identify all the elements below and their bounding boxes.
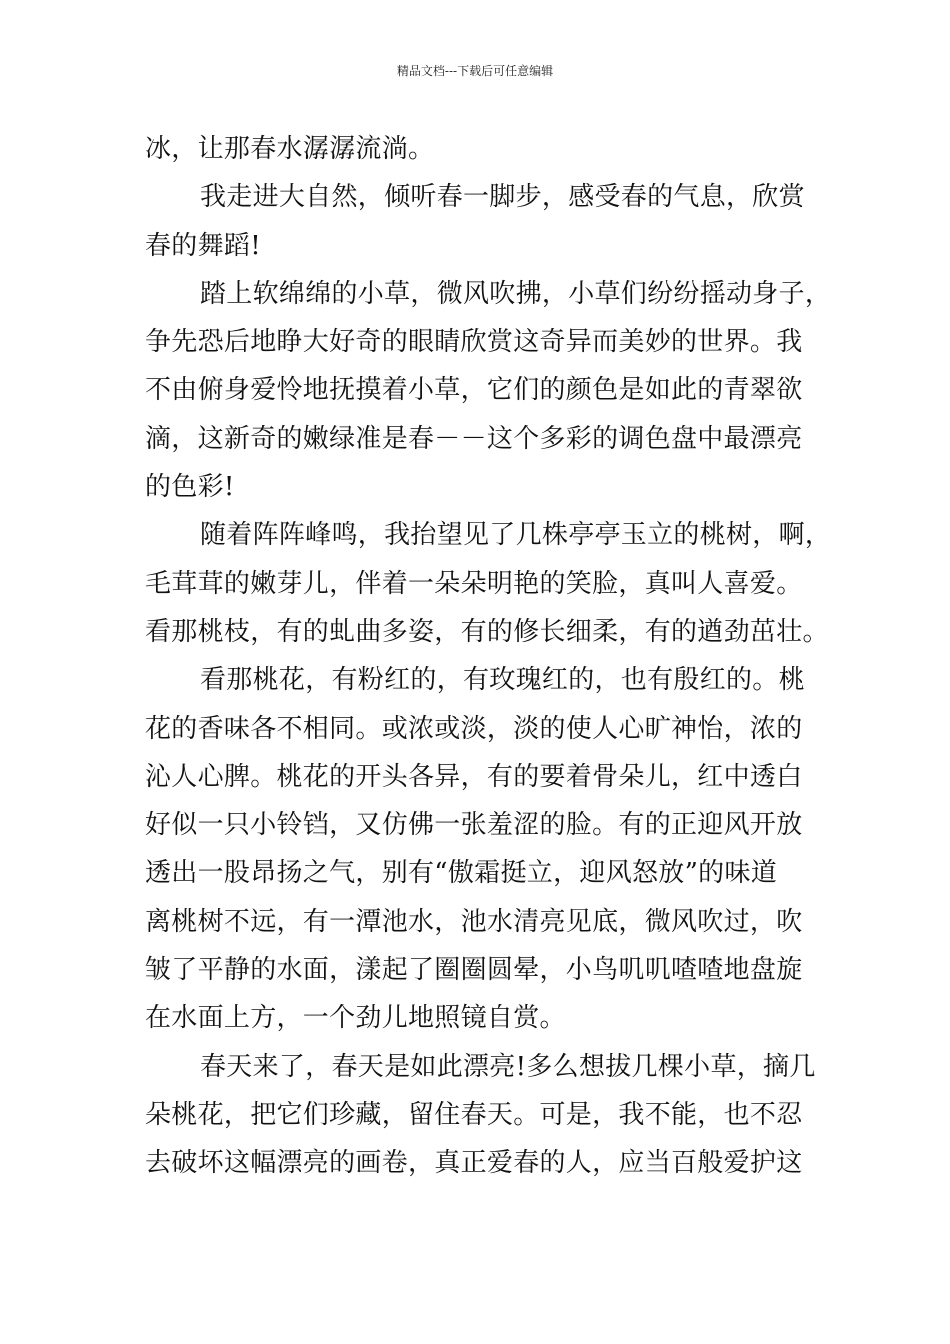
text-line-5: 争先恐后地睁大好奇的眼睛欣赏这奇异而美妙的世界。我 — [145, 327, 803, 358]
text-line-11: 看那桃枝，有的虬曲多姿，有的修长细柔，有的遒劲茁壮。 — [145, 616, 829, 647]
text-line-12: 看那桃花，有粉红的，有玫瑰红的，也有殷红的。桃 — [200, 665, 805, 696]
text-line-3: 春的舞蹈! — [145, 230, 261, 261]
text-line-20: 春天来了，春天是如此漂亮!多么想拔几棵小草，摘几 — [200, 1051, 816, 1082]
text-line-1: 冰，让那春水潺潺流淌。 — [145, 134, 435, 164]
text-line-15: 好似一只小铃铛，又仿佛一张羞涩的脸。有的正迎风开放 — [145, 810, 803, 841]
document-body — [145, 125, 832, 1188]
text-line-10: 毛茸茸的嫩芽儿，伴着一朵朵明艳的笑脸，真叫人喜爱。 — [145, 568, 803, 599]
text-line-8: 的色彩! — [145, 472, 235, 503]
page-header: 精品文档---下载后可任意编辑 — [396, 64, 554, 78]
text-line-17: 离桃树不远，有一潭池水，池水清亮见底，微风吹过，吹 — [145, 906, 803, 937]
text-line-7: 滴，这新奇的嫩绿准是春－－这个多彩的调色盘中最漂亮 — [145, 423, 803, 454]
text-line-21: 朵桃花，把它们珍藏，留住春天。可是，我不能，也不忍 — [145, 1099, 803, 1130]
text-line-14: 沁人心脾。桃花的开头各异，有的要着骨朵儿，红中透白 — [145, 761, 803, 792]
text-line-6: 不由俯身爱怜地抚摸着小草，它们的颜色是如此的青翠欲 — [145, 375, 803, 406]
text-line-9: 随着阵阵峰鸣，我抬望见了几株亭亭玉立的桃树，啊， — [200, 520, 832, 551]
text-line-19: 在水面上方，一个劲儿地照镜自赏。 — [145, 1003, 566, 1034]
text-line-13: 花的香味各不相同。或浓或淡，淡的使人心旷神怡，浓的 — [145, 713, 803, 744]
text-line-16: 透出一股昂扬之气，别有“傲霜挺立，迎风怒放”的味道 — [145, 858, 778, 889]
text-line-4: 踏上软绵绵的小草，微风吹拂，小草们纷纷摇动身子， — [200, 278, 832, 309]
text-line-2: 我走进大自然，倾听春一脚步，感受春的气息，欣赏 — [200, 182, 805, 213]
text-line-18: 皱了平静的水面，漾起了圈圈圆晕，小鸟叽叽喳喳地盘旋 — [145, 955, 803, 986]
text-line-22: 去破坏这幅漂亮的画卷，真正爱春的人，应当百般爱护这 — [145, 1148, 803, 1179]
